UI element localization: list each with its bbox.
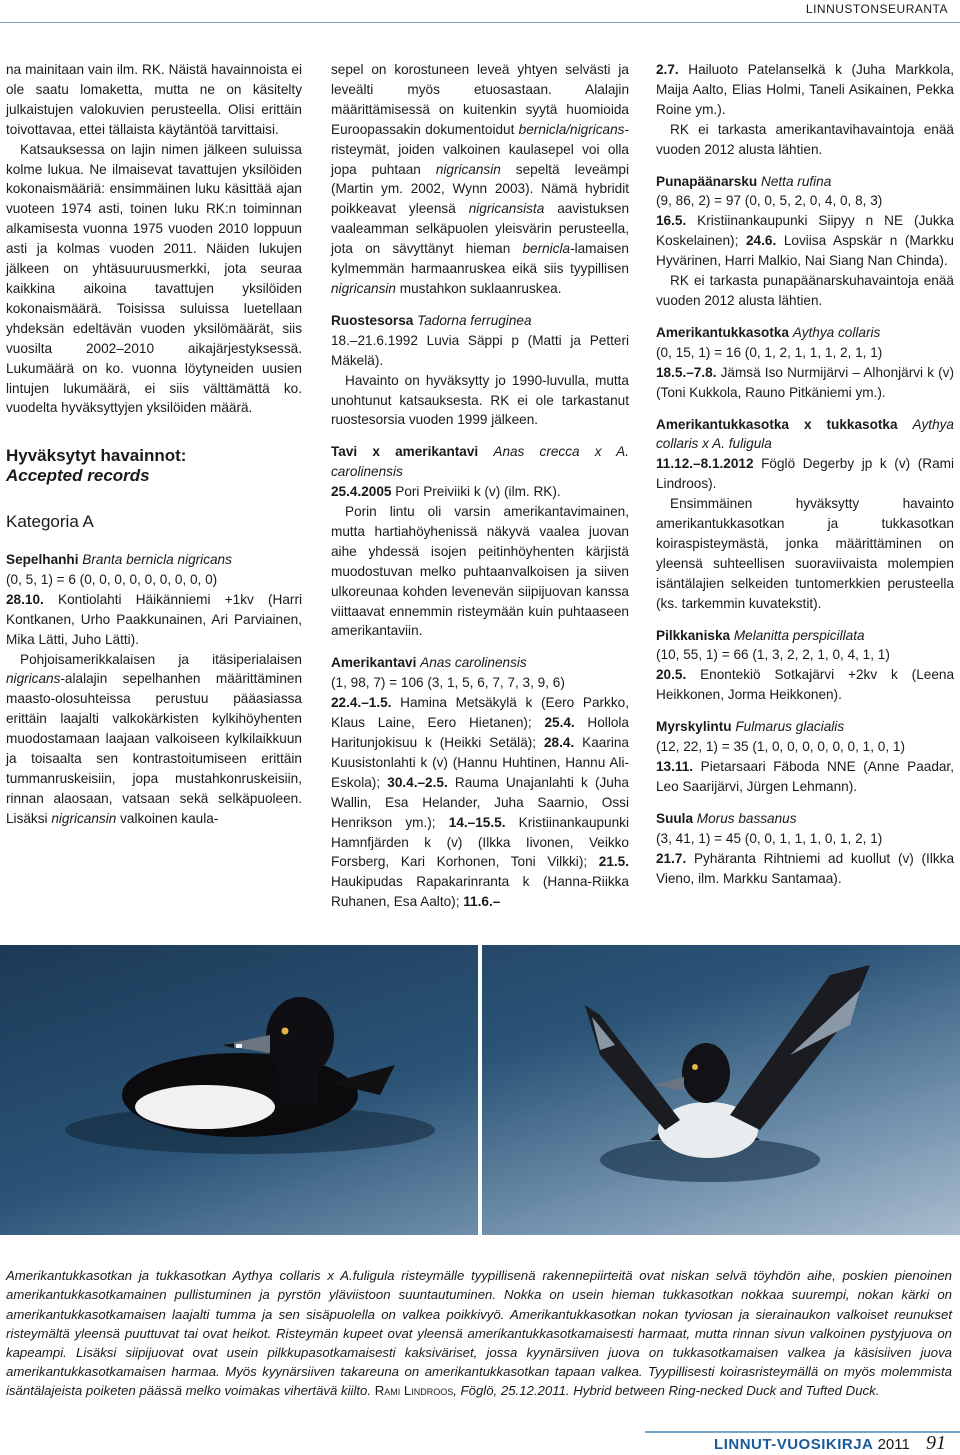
photo-caption (6, 1266, 952, 1400)
species-name: Amerikantukkasotka (656, 324, 789, 340)
duck-photo (0, 945, 960, 1235)
species-name: Sepelhanhi (6, 552, 79, 568)
species-name: Amerikantavi (331, 655, 417, 671)
species-heading (656, 172, 954, 192)
text-run: bernicla (522, 241, 571, 257)
species-latin: Tadorna ferruginea (417, 312, 532, 328)
paragraph: na mainitaan vain ilm. RK. Näistä havainnoista ei ole saatu lomaketta, mutta ne on käsitelty julkaistujen valokuvien perusteella. Olisi erittäin toivottavaa, ettei tällaista käytäntöä tarvittaisi. (6, 62, 302, 137)
yearbook-title: LINNUT-VUOSIKIRJA (714, 1436, 874, 1453)
photo-credit: Rami Lindroos (374, 1383, 454, 1399)
record-date: 16.5. (656, 213, 687, 229)
record-text: Föglö Degerby jp k (v) (Rami Lindroos). (656, 456, 954, 492)
species-counts: (9, 86, 2) = 97 (0, 0, 5, 2, 0, 4, 0, 8, 3) (656, 193, 883, 209)
species-heading (331, 311, 629, 331)
species-counts: (3, 41, 1) = 45 (0, 0, 1, 1, 1, 0, 1, 2, 1) (656, 830, 883, 846)
text-run: nigricansin (435, 161, 501, 177)
species-latin: Anas crecca x A. carolinensis (331, 444, 630, 480)
text-run: nigricansin (331, 280, 396, 296)
species-heading (656, 415, 954, 455)
text-run: mustahkon suklaanruskea. (395, 280, 562, 296)
species-heading (656, 323, 954, 343)
record-text: Haukipudas Rapakarinranta k (Hanna-Riikka Ruhanen, Esa Aalto); (331, 874, 629, 910)
record-date: 25.4. (544, 715, 575, 731)
record (6, 590, 302, 650)
record-date: 14.–15.5. (448, 814, 506, 830)
paragraph (331, 60, 629, 299)
record-text: Kristiinankaupunki Hamnfjärden k (v) (Ilkka Iivonen, Veikko Forsberg, Kari Korhonen, Toni Vilkki); (331, 814, 629, 870)
record-date: 28.10. (6, 591, 44, 607)
text-run: Pohjoisamerikkalaisen ja itäsiperialaisen (20, 651, 302, 667)
page-number: 91 (926, 1432, 946, 1454)
species-name: Tavi x amerikantavi (331, 444, 479, 460)
record-text: Pori Preiviiki k (v) (ilm. RK). (391, 484, 561, 500)
species-name: Myrskylintu (656, 719, 732, 735)
species-counts: (0, 15, 1) = 16 (0, 1, 2, 1, 1, 1, 2, 1, 1) (656, 344, 883, 360)
record-date: 20.5. (656, 667, 687, 683)
species-counts: (0, 5, 1) = 6 (0, 0, 0, 0, 0, 0, 0, 0, 0) (6, 571, 218, 587)
species-name: Punapäänarsku (656, 173, 758, 189)
paragraph: Ensimmäinen hyväksytty havainto amerikantukkasotkan ja tukkasotkan koiraspisteymästä, jonka määrittäminen on yleensä suhteellisen suoraviivaista molempien isäntälajien selkeiden tuntomerkkien perusteella (ks. tarkemmin kuvatekstit). (656, 496, 954, 611)
species-name: Amerikantukkasotka x tukkasotka (656, 416, 898, 432)
species-latin: Anas carolinensis (420, 655, 527, 671)
record-text: Hailuoto Patelanselkä k (Juha Markkola, Maija Aalto, Elias Holmi, Taneli Asikainen, Pekka Roine ym.). (656, 62, 954, 117)
record-text: Rauma Unajanlahti k (Juha Wallin, Esa Helander, Juha Saarnio, Ossi Henrikson ym.); (331, 774, 629, 830)
paragraph (6, 650, 302, 829)
caption-tail: , Föglö, 25.12.2011. Hybrid between Ring-necked Duck and Tufted Duck. (453, 1383, 880, 1399)
photo-divider (478, 945, 482, 1235)
species-name: Suula (656, 810, 694, 826)
record-text: Kristiinankaupunki Siipyy n NE (Jukka Koskelainen); (656, 213, 954, 249)
record-date: 18.5.–7.8. (656, 364, 717, 380)
text-run: sepeltä leveämpi (Martin ym. 2002, Wynn 2003). Nämä hybridit poikkeavat yleensä (331, 161, 629, 217)
species-latin: Morus bassanus (696, 810, 797, 826)
text-run: -lamaisen kylmemmän harmaanruskea eikä siis tyypillisen (331, 241, 629, 277)
record-date: 11.6.– (463, 894, 501, 910)
record-text: Kaarina Kuusistonlahti k (v) (Hannu Huhtinen, Hannu Ali-Eskola); (331, 735, 629, 790)
species-counts: (12, 22, 1) = 35 (1, 0, 0, 0, 0, 0, 0, 1, 0, 1) (656, 739, 905, 755)
text-run: -risteymät, joiden valkoinen kaulasepel voi olla jopa puhtaan (331, 121, 629, 177)
record (656, 757, 954, 797)
species-latin: Fulmarus glacialis (735, 719, 845, 735)
text-run: bernicla/nigricans (518, 121, 625, 137)
species-heading (6, 550, 302, 570)
column-2 (331, 60, 629, 912)
record: 18.–21.6.1992 Luvia Säppi p (Matti ja Petteri Mäkelä). (331, 332, 629, 368)
species-counts: (10, 55, 1) = 66 (1, 3, 2, 2, 1, 0, 4, 1, 1) (656, 647, 890, 663)
record-text: Hamina Metsäkylä k (Eero Parkko, Klaus Laine, Eero Hietanen); (331, 695, 629, 731)
species-latin: Branta bernicla nigricans (82, 552, 232, 568)
duck-photo-illustration (0, 945, 960, 1235)
species-heading (331, 442, 629, 482)
record-list (656, 211, 954, 271)
header-rule (0, 22, 960, 23)
species-heading (656, 809, 954, 829)
column-1 (6, 60, 302, 829)
text-run: sepel on korostuneen leveä yhtyen selvästi ja leveälti myös etuosastaan. Alalajin määrittämisessä on kuitenkin syytä huomioida Euroopassakin dokumentoidut (331, 62, 629, 137)
species-latin: Melanitta perspicillata (733, 627, 865, 643)
paragraph: Katsauksessa on lajin nimen jälkeen suluissa kolme lukua. Ne ilmaisevat tavattujen yksilöiden kokonaismääriä: ensimmäinen luku käsittää ajan vuoteen 1974 asti, toinen luku RK:n toiminnan alkamisesta vuonna 1975 vuoden 2010 loppuun asti ja kolmas vuoden 2011. Näiden lukujen jälkeen on yhtäsuuruusmerkki, jota seuraa kaikkina aikoina tavattujen yksilöiden kokonaismäärä. Toisissa suluissa luetellaan yhdeksän edeltävän vuoden yksilömäärät, siis vuosilta 2002–2010 aikajärjestyksessä. Lukumäärä on ko. vuonna löytyneiden uusien lintujen lukumäärä, ei siis välttämättä ko. vuodelta hyväksyttyjen yksilöiden määrä. (6, 141, 302, 416)
text-run: nigricansin (51, 810, 117, 826)
record-text: Enontekiö Sotkajärvi +2kv k (Leena Heikkonen, Jorma Heikkonen). (656, 667, 954, 703)
record-date: 30.4.–2.5. (387, 774, 448, 790)
record-text: Hollola Haritunjokisuu k (Heikki Setälä); (331, 715, 629, 750)
yearbook-year: 2011 (877, 1436, 910, 1453)
section-title-en: Accepted records (6, 466, 150, 486)
section-title: Hyväksytyt havainnot: (6, 446, 187, 466)
species-heading (331, 653, 629, 673)
record (656, 849, 954, 889)
record-text: Kontiolahti Häikänniemi +1kv (Harri Kontkanen, Urho Paakkunainen, Ari Parviainen, Mika Lätti, Juho Lätti). (6, 591, 302, 647)
species-name: Pilkkaniska (656, 627, 731, 643)
species-heading (656, 717, 954, 737)
record (331, 482, 629, 502)
record-date: 25.4.2005 (331, 484, 392, 500)
paragraph: Havainto on hyväksytty jo 1990-luvulla, mutta unohtunut katsauksesta. RK ei ole tarkastanut ruostesorsia vuoden 1999 jälkeen. (331, 372, 629, 428)
text-run: nigricansista (468, 201, 545, 217)
record (656, 665, 954, 705)
record (656, 60, 954, 120)
record-date: 24.6. (745, 233, 777, 249)
species-counts: (1, 98, 7) = 106 (3, 1, 5, 6, 7, 7, 3, 9, 6) (331, 675, 565, 691)
record-text: Jämsä Iso Nurmijärvi – Alhonjärvi k (v) (Toni Kukkola, Rauno Pitkäniemi ym.). (656, 364, 954, 400)
record (656, 363, 954, 403)
paragraph: RK ei tarkasta punapäänarskuhavaintoja enää vuoden 2012 alusta lähtien. (656, 273, 954, 308)
record-text: Loviisa Aspskär n (Markku Hyvärinen, Harri Malkio, Nai Siang Nan Chinda). (656, 233, 954, 269)
species-latin: Aythya collaris x A. fuligula (656, 416, 954, 452)
species-latin: Aythya collaris (792, 324, 881, 340)
text-run: nigricans (6, 671, 61, 687)
text-run: valkoinen kaula- (116, 810, 219, 826)
record (656, 454, 954, 494)
record-date: 2.7. (656, 62, 679, 77)
record-date: 28.4. (543, 735, 575, 750)
footer (714, 1432, 946, 1455)
running-head: LINNUSTONSEURANTA (805, 2, 948, 16)
record-date: 22.4.–1.5. (331, 695, 392, 711)
record-date: 11.12.–8.1.2012 (656, 456, 754, 472)
text-run: -alalajin sepelhanhen määrittäminen maasto-olosuhteissa perustuu pääasiassa erittäin laajalti valkokärkisten kylkihöyhenten muodostamaan laajaan valkoiseen kylkilaikkuun ja toisaalta sen kontrastoitumiseen erittäin tummanruskeisiin, jopa mustahkonruskeisiin, rinnan alaosaan, vatsaan sekä selkäpuoleen. Lisäksi (6, 671, 302, 826)
species-name: Ruostesorsa (331, 312, 414, 328)
record-date: 21.7. (656, 850, 687, 866)
column-3 (656, 60, 954, 888)
record-text: Pyhäranta Rihtniemi ad kuollut (v) (Ilkka Vieno, ilm. Markku Santamaa). (656, 850, 954, 886)
record-date: 21.5. (598, 854, 629, 870)
text-run: aavistuksen vaaleamman selkäpuolen yleisvärin perusteella, jota on sävyttänyt hieman (331, 201, 629, 257)
species-latin: Netta rufina (761, 173, 832, 189)
species-heading (656, 626, 954, 646)
record-date: 13.11. (656, 759, 694, 774)
paragraph: RK ei tarkasta amerikantavihavaintoja enää vuoden 2012 alusta lähtien. (656, 121, 954, 157)
record-list (331, 693, 629, 912)
caption-text: Amerikantukkasotkan ja tukkasotkan Aythya collaris x A.fuligula risteymälle tyypillisenä rakennepiirteitä ovat niskan selvä töyhdön aihe, poskien pienoinen amerikantukkasotkamainen pullistuminen ja pyrstön yläviistoon suuntautuminen. Nokka on usein hieman tukkasotkan nokkaa suurempi, nokan kärki on amerikantukkasotkamaisen laajalti tumma ja sen sisäpuolella on valkea poikkivyö. Amerikantukkasotkan nokan tyviosan ja sierainaukon valkoiset reunukset risteymältä yleensä puuttuvat tai ovat heikot. Risteymän kupeet ovat yleensä amerikantukkasotkamaisesti harmaat, mutta rinnan sivun valkoinen pystyjuova on kapeampi. Lisäksi siipijuovat ovat usein pilkkupasotkamaisesti kaksiväriset, jossa kyynärsiiven juova on tukkasotkamaisen valkea ja käsisiiven juova amerikantukkasotkamaisen harmaa. Myös kyynärsiiven takareuna on amerikantukkasotkan tapaan valkea. Tyypillisesti koirasristeymällä on myös molemmista isäntälajeista poiketen päässä melko voimakas vihertävä kiilto. (6, 1268, 952, 1399)
record-text: Pietarsaari Fäboda NNE (Anne Paadar, Leo Saarijärvi, Jürgen Lehmann). (656, 759, 954, 794)
paragraph: Porin lintu oli varsin amerikantavimainen, mutta hartiahöyhenissä näkyvä vaalea juovan aihe yhdessä isojen peitinhöyhenten kärjistä muodostuvan melko puhtaanvalkoisen ja siiven ulkoreunaa kohden levenevän siipijuovan kanssa viittaavat ennemmin risteymään kuin puhtaaseen amerikantaviin. (331, 504, 629, 639)
category-heading: Kategoria A (6, 512, 94, 532)
